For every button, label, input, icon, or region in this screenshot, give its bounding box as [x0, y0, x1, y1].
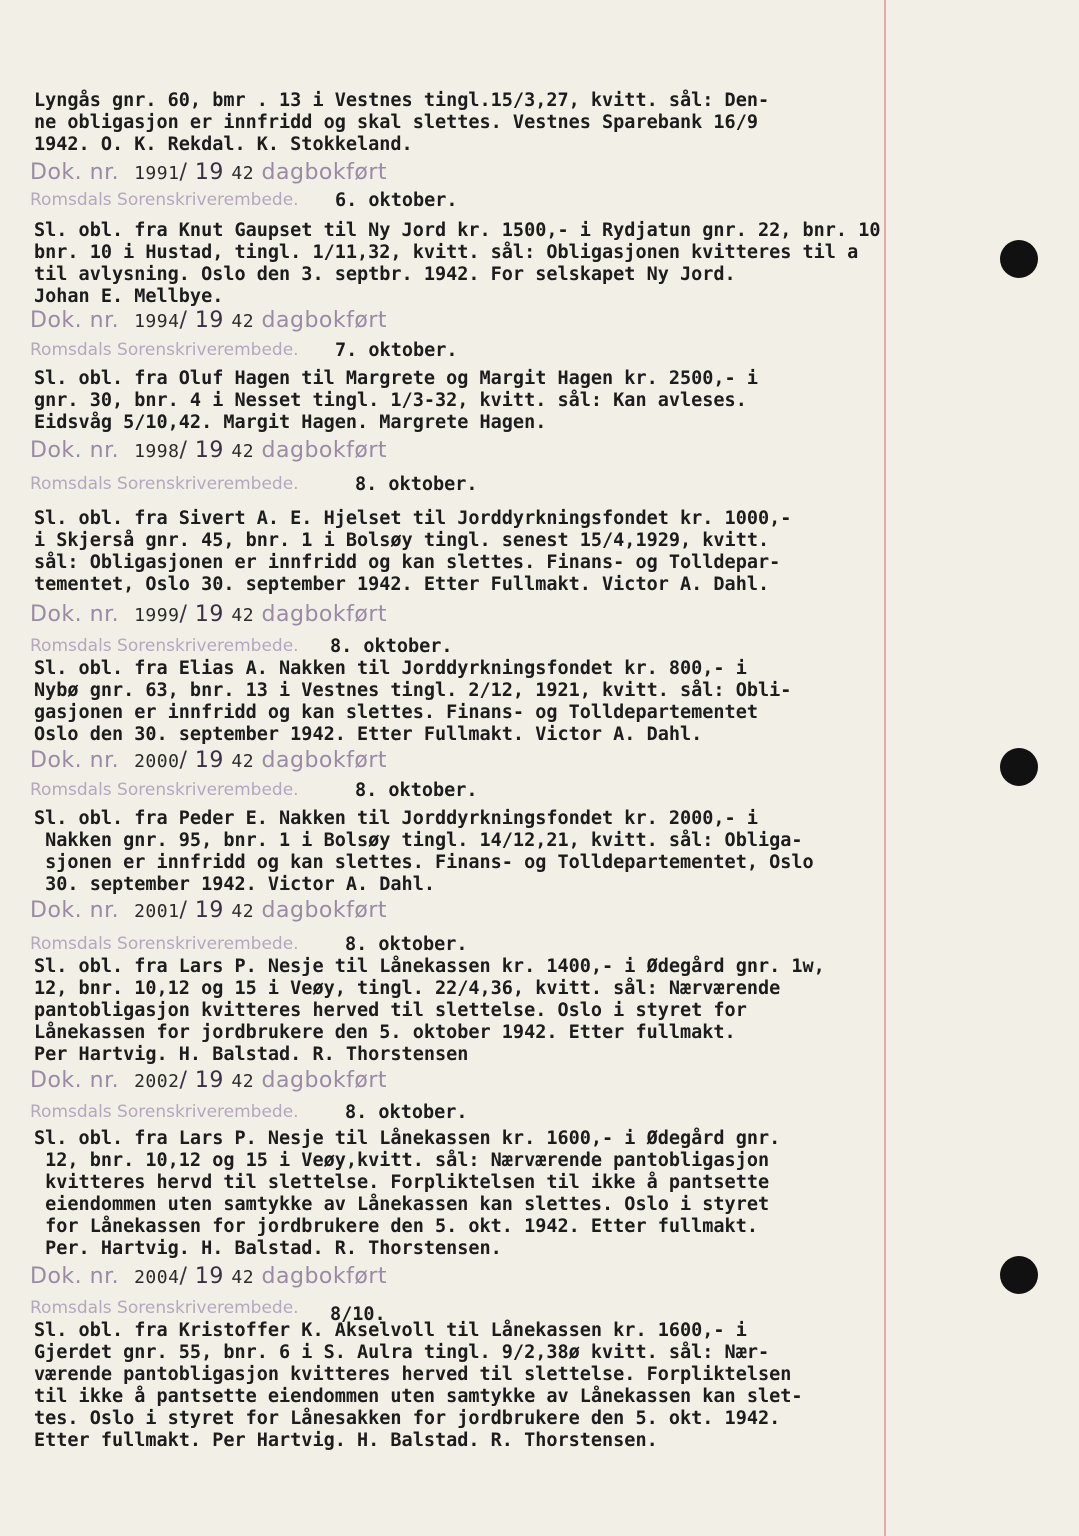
entry-line: Gjerdet gnr. 55, bnr. 6 i S. Aulra tingl. 9/2,38ø kvitt. sål: Nær- [34, 1342, 770, 1363]
punch-hole [1000, 240, 1038, 278]
doc-stamp: Dok. nr. 2004/ 19 42 dagbokført [30, 1264, 387, 1289]
entry-date: 8. oktober. [355, 474, 478, 495]
entry-line: Sl. obl. fra Knut Gaupset til Ny Jord kr. 1500,- i Rydjatun gnr. 22, bnr. 10 [34, 220, 881, 241]
entry-line: 1942. O. K. Rekdal. K. Stokkeland. [34, 134, 413, 155]
entry-date: 6. oktober. [335, 190, 458, 211]
entry-line: sål: Obligasjonen er innfridd og kan slettes. Finans- og Tolldepar- [34, 552, 781, 573]
entry-line: Per. Hartvig. H. Balstad. R. Thorstensen. [34, 1238, 502, 1259]
entry-line: Eidsvåg 5/10,42. Margit Hagen. Margrete Hagen. [34, 412, 547, 433]
doc-stamp: Dok. nr. 2000/ 19 42 dagbokført [30, 748, 387, 773]
entry-line: kvitteres hervd til slettelse. Forpliktelsen til ikke å pantsette [34, 1172, 770, 1193]
entry-line: 12, bnr. 10,12 og 15 i Veøy, tingl. 22/4,36, kvitt. sål: Nærværende [34, 978, 781, 999]
entry-date: 8/10. [330, 1304, 386, 1325]
entry-line: Etter fullmakt. Per Hartvig. H. Balstad. R. Thorstensen. [34, 1430, 658, 1451]
entry-line: tementet, Oslo 30. september 1942. Etter Fullmakt. Victor A. Dahl. [34, 574, 770, 595]
entry-line: ne obligasjon er innfridd og skal slettes. Vestnes Sparebank 16/9 [34, 112, 758, 133]
entry-line: Nybø gnr. 63, bnr. 13 i Vestnes tingl. 2/12, 1921, kvitt. sål: Obli- [34, 680, 792, 701]
entry-line: Per Hartvig. H. Balstad. R. Thorstensen [34, 1044, 469, 1065]
doc-stamp: Dok. nr. 1994/ 19 42 dagbokført [30, 308, 387, 333]
entry-line: 30. september 1942. Victor A. Dahl. [34, 874, 435, 895]
entry-line: Sl. obl. fra Oluf Hagen til Margrete og Margit Hagen kr. 2500,- i [34, 368, 758, 389]
punch-hole [1000, 748, 1038, 786]
entry-line: Oslo den 30. september 1942. Etter Fullmakt. Victor A. Dahl. [34, 724, 703, 745]
entry-line: til avlysning. Oslo den 3. septbr. 1942. For selskapet Ny Jord. [34, 264, 736, 285]
entry-line: gnr. 30, bnr. 4 i Nesset tingl. 1/3-32, kvitt. sål: Kan avleses. [34, 390, 747, 411]
entry-date: 8. oktober. [330, 636, 453, 657]
entry-line: sjonen er innfridd og kan slettes. Finans- og Tolldepartementet, Oslo [34, 852, 814, 873]
office-stamp: Romsdals Sorenskriverembede. [30, 780, 299, 800]
entry-line: bnr. 10 i Hustad, tingl. 1/11,32, kvitt. sål: Obligasjonen kvitteres til a [34, 242, 859, 263]
entry-line: i Skjerså gnr. 45, bnr. 1 i Bolsøy tingl. senest 15/4,1929, kvitt. [34, 530, 770, 551]
entry-line: for Lånekassen for jordbrukere den 5. okt. 1942. Etter fullmakt. [34, 1216, 758, 1237]
entry-date: 8. oktober. [345, 1102, 468, 1123]
entry-line: Sl. obl. fra Lars P. Nesje til Lånekassen kr. 1600,- i Ødegård gnr. [34, 1128, 781, 1149]
office-stamp: Romsdals Sorenskriverembede. [30, 340, 299, 360]
doc-stamp: Dok. nr. 1999/ 19 42 dagbokført [30, 602, 387, 627]
office-stamp: Romsdals Sorenskriverembede. [30, 1102, 299, 1122]
office-stamp: Romsdals Sorenskriverembede. [30, 474, 299, 494]
doc-stamp: Dok. nr. 1998/ 19 42 dagbokført [30, 438, 387, 463]
entry-line: Nakken gnr. 95, bnr. 1 i Bolsøy tingl. 14/12,21, kvitt. sål: Obliga- [34, 830, 803, 851]
office-stamp: Romsdals Sorenskriverembede. [30, 190, 299, 210]
entry-date: 8. oktober. [355, 780, 478, 801]
punch-hole [1000, 1256, 1038, 1294]
doc-stamp: Dok. nr. 2001/ 19 42 dagbokført [30, 898, 387, 923]
entry-line: Sl. obl. fra Peder E. Nakken til Jorddyrkningsfondet kr. 2000,- i [34, 808, 758, 829]
entry-line: tes. Oslo i styret for Lånesakken for jordbrukere den 5. okt. 1942. [34, 1408, 781, 1429]
entry-line: eiendommen uten samtykke av Lånekassen kan slettes. Oslo i styret [34, 1194, 770, 1215]
doc-stamp: Dok. nr. 1991/ 19 42 dagbokført [30, 160, 387, 185]
entry-line: Sl. obl. fra Elias A. Nakken til Jorddyrkningsfondet kr. 800,- i [34, 658, 747, 679]
entry-date: 8. oktober. [345, 934, 468, 955]
entry-line: gasjonen er innfridd og kan slettes. Finans- og Tolldepartementet [34, 702, 758, 723]
entry-line: Sl. obl. fra Sivert A. E. Hjelset til Jorddyrkningsfondet kr. 1000,- [34, 508, 792, 529]
entry-date: 7. oktober. [335, 340, 458, 361]
entry-line: Lånekassen for jordbrukere den 5. oktober 1942. Etter fullmakt. [34, 1022, 736, 1043]
office-stamp: Romsdals Sorenskriverembede. [30, 1298, 299, 1318]
entry-line: pantobligasjon kvitteres herved til slettelse. Oslo i styret for [34, 1000, 747, 1021]
doc-stamp: Dok. nr. 2002/ 19 42 dagbokført [30, 1068, 387, 1093]
entry-line: til ikke å pantsette eiendommen uten samtykke av Lånekassen kan slet- [34, 1386, 803, 1407]
office-stamp: Romsdals Sorenskriverembede. [30, 636, 299, 656]
entry-line: værende pantobligasjon kvitteres herved til slettelse. Forpliktelsen [34, 1364, 792, 1385]
entry-line: Sl. obl. fra Kristoffer K. Akselvoll til Lånekassen kr. 1600,- i [34, 1320, 747, 1341]
office-stamp: Romsdals Sorenskriverembede. [30, 934, 299, 954]
entry-line: Sl. obl. fra Lars P. Nesje til Lånekassen kr. 1400,- i Ødegård gnr. 1w, [34, 956, 825, 977]
entry-line: Johan E. Mellbye. [34, 286, 224, 307]
entry-line: Lyngås gnr. 60, bmr . 13 i Vestnes tingl.15/3,27, kvitt. sål: Den- [34, 90, 770, 111]
entry-line: 12, bnr. 10,12 og 15 i Veøy,kvitt. sål: Nærværende pantobligasjon [34, 1150, 770, 1171]
